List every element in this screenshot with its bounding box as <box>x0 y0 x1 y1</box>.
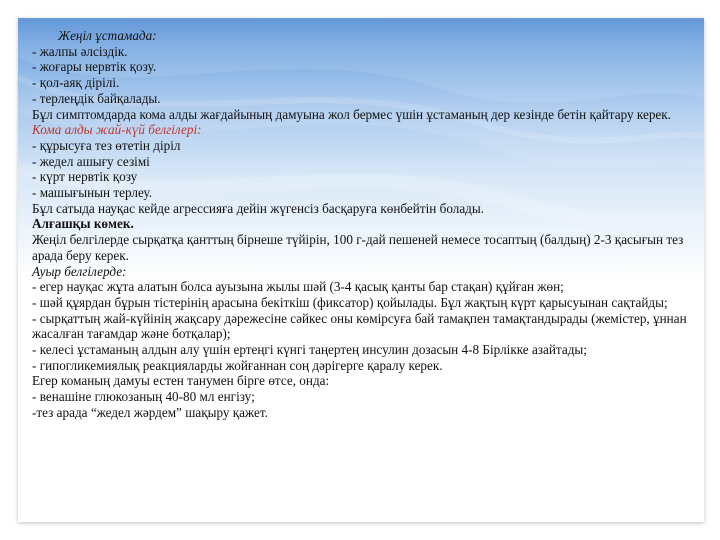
slide <box>18 18 704 522</box>
list-item: - шәй құярдан бұрын тістерінің арасына бекіткіш (фиксатор) қойылады. Бұл жақтың күрт қарысуынан сақтайды; <box>32 294 668 310</box>
list-item: - жоғары нервтік қозу. <box>32 59 157 75</box>
slide-text <box>32 28 694 421</box>
heading-mild-attack: Жеңіл ұстамада: <box>58 28 157 43</box>
paragraph: Жеңіл белгілерде сырқатқа қанттың бірнеше түйірін, 100 г-дай пешеней немесе тосаптың (балдың) 2-3 қасығын тез арада беру керек. <box>32 232 684 263</box>
list-item: - сырқаттың жай-күйінің жақсару дәрежесіне сәйкес оны көмірсуға бай тамақпен тамақтандырады (жемістер, ұннан жасалған тағамдар және ботқалар); <box>32 310 687 342</box>
list-item: - терлеңдік байқалады. <box>32 90 161 106</box>
heading-severe-signs: Ауыр белгілерде: <box>32 263 127 279</box>
list-item: - венашіне глюкозаның 40-80 мл енгізу; <box>32 389 255 405</box>
list-item: -тез арада “жедел жәрдем” шақыру қажет. <box>32 404 268 420</box>
list-item: - қол-аяқ дірілі. <box>32 75 120 91</box>
list-item: - күрт нервтік қозу <box>32 169 138 185</box>
list-item: - гипогликемиялық реакцияларды жойғаннан соң дәрігерге қаралу керек. <box>32 357 443 373</box>
paragraph: Егер команың дамуы естен танумен бірге өтсе, онда: <box>32 373 330 389</box>
list-item: - машығынын терлеу. <box>32 185 153 201</box>
list-item: - келесі ұстаманың алдын алу үшін ертеңгі күнгі таңертең инсулин дозасын 4-8 Бірлікке азайтады; <box>32 342 587 358</box>
paragraph: Бұл симптомдарда кома алды жағдайының дамуына жол бермес үшін ұстаманың дер кезінде бетін қайтару керек. <box>32 106 671 122</box>
list-item: - жедел ашығу сезімі <box>32 153 150 169</box>
heading-precoma-signs: Кома алды жай-күй белгілері: <box>32 122 202 138</box>
list-item: - егер науқас жұта алатын болса ауызына жылы шәй (3-4 қасық қанты бар стақан) құйған жөн; <box>32 279 564 295</box>
list-item: - жалпы әлсіздік. <box>32 43 128 59</box>
paragraph: Бұл сатыда науқас кейде агрессияға дейін жүгенсіз басқаруға көнбейтін болады. <box>32 200 485 216</box>
heading-first-aid: Алғашқы көмек. <box>32 216 134 232</box>
list-item: - құрысуға тез өтетін діріл <box>32 137 181 153</box>
